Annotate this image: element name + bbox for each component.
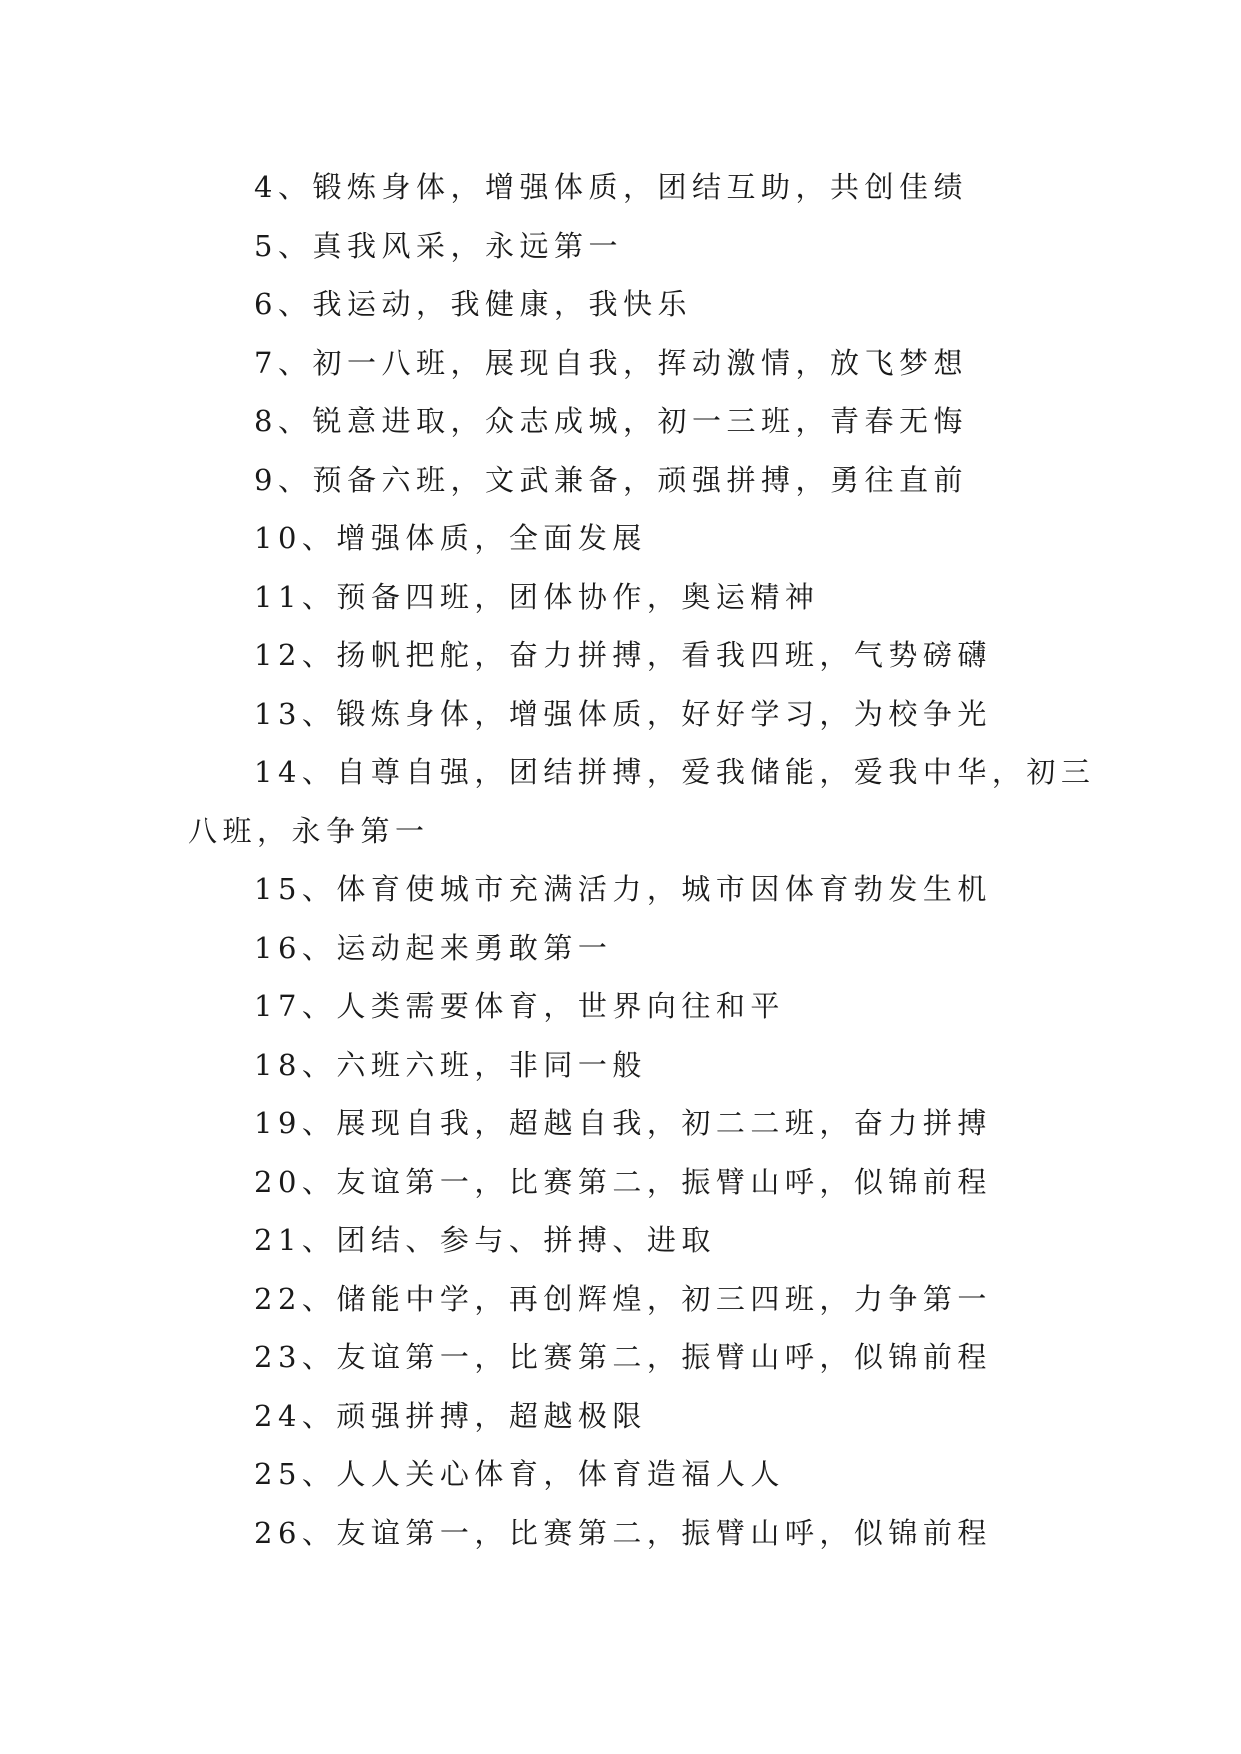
list-item: 6、我运动，我健康，我快乐 [254,287,692,321]
list-item: 16、运动起来勇敢第一 [254,930,613,965]
slogan-list [188,158,1096,1562]
list-item: 20、友谊第一，比赛第二，振臂山呼，似锦前程 [254,1164,992,1199]
list-item: 5、真我风采，永远第一 [254,228,623,263]
list-item: 23、友谊第一，比赛第二，振臂山呼，似锦前程 [254,1340,992,1374]
list-item: 10、增强体质，全面发展 [254,521,647,555]
list-item: 26、友谊第一，比赛第二，振臂山呼，似锦前程 [254,1515,992,1550]
list-item: 11、预备四班，团体协作，奥运精神 [254,579,820,614]
list-item: 15、体育使城市充满活力，城市因体育勃发生机 [254,872,992,906]
list-item: 14、自尊自强，团结拼搏，爱我储能，爱我中华，初三 [254,755,1096,789]
list-item: 17、人类需要体育，世界向往和平 [254,989,785,1023]
list-item: 12、扬帆把舵，奋力拼搏，看我四班，气势磅礴 [254,638,992,672]
list-item: 19、展现自我，超越自我，初二二班，奋力拼搏 [254,1106,992,1140]
list-item: 13、锻炼身体，增强体质，好好学习，为校争光 [254,696,992,731]
list-item: 21、团结、参与、拼搏、进取 [254,1223,716,1257]
list-item: 24、顽强拼搏，超越极限 [254,1398,647,1433]
list-item: 18、六班六班，非同一般 [254,1047,647,1082]
list-item: 25、人人关心体育，体育造福人人 [254,1457,785,1491]
list-item: 7、初一八班，展现自我，挥动激情，放飞梦想 [254,345,968,380]
list-item: 4、锻炼身体，增强体质，团结互助，共创佳绩 [254,170,968,204]
list-item: 8、锐意进取，众志成城，初一三班，青春无悔 [254,404,968,438]
list-item-continuation: 八班，永争第一 [188,813,430,848]
list-item: 9、预备六班，文武兼备，顽强拼搏，勇往直前 [254,462,968,497]
list-item: 22、储能中学，再创辉煌，初三四班，力争第一 [254,1281,992,1316]
